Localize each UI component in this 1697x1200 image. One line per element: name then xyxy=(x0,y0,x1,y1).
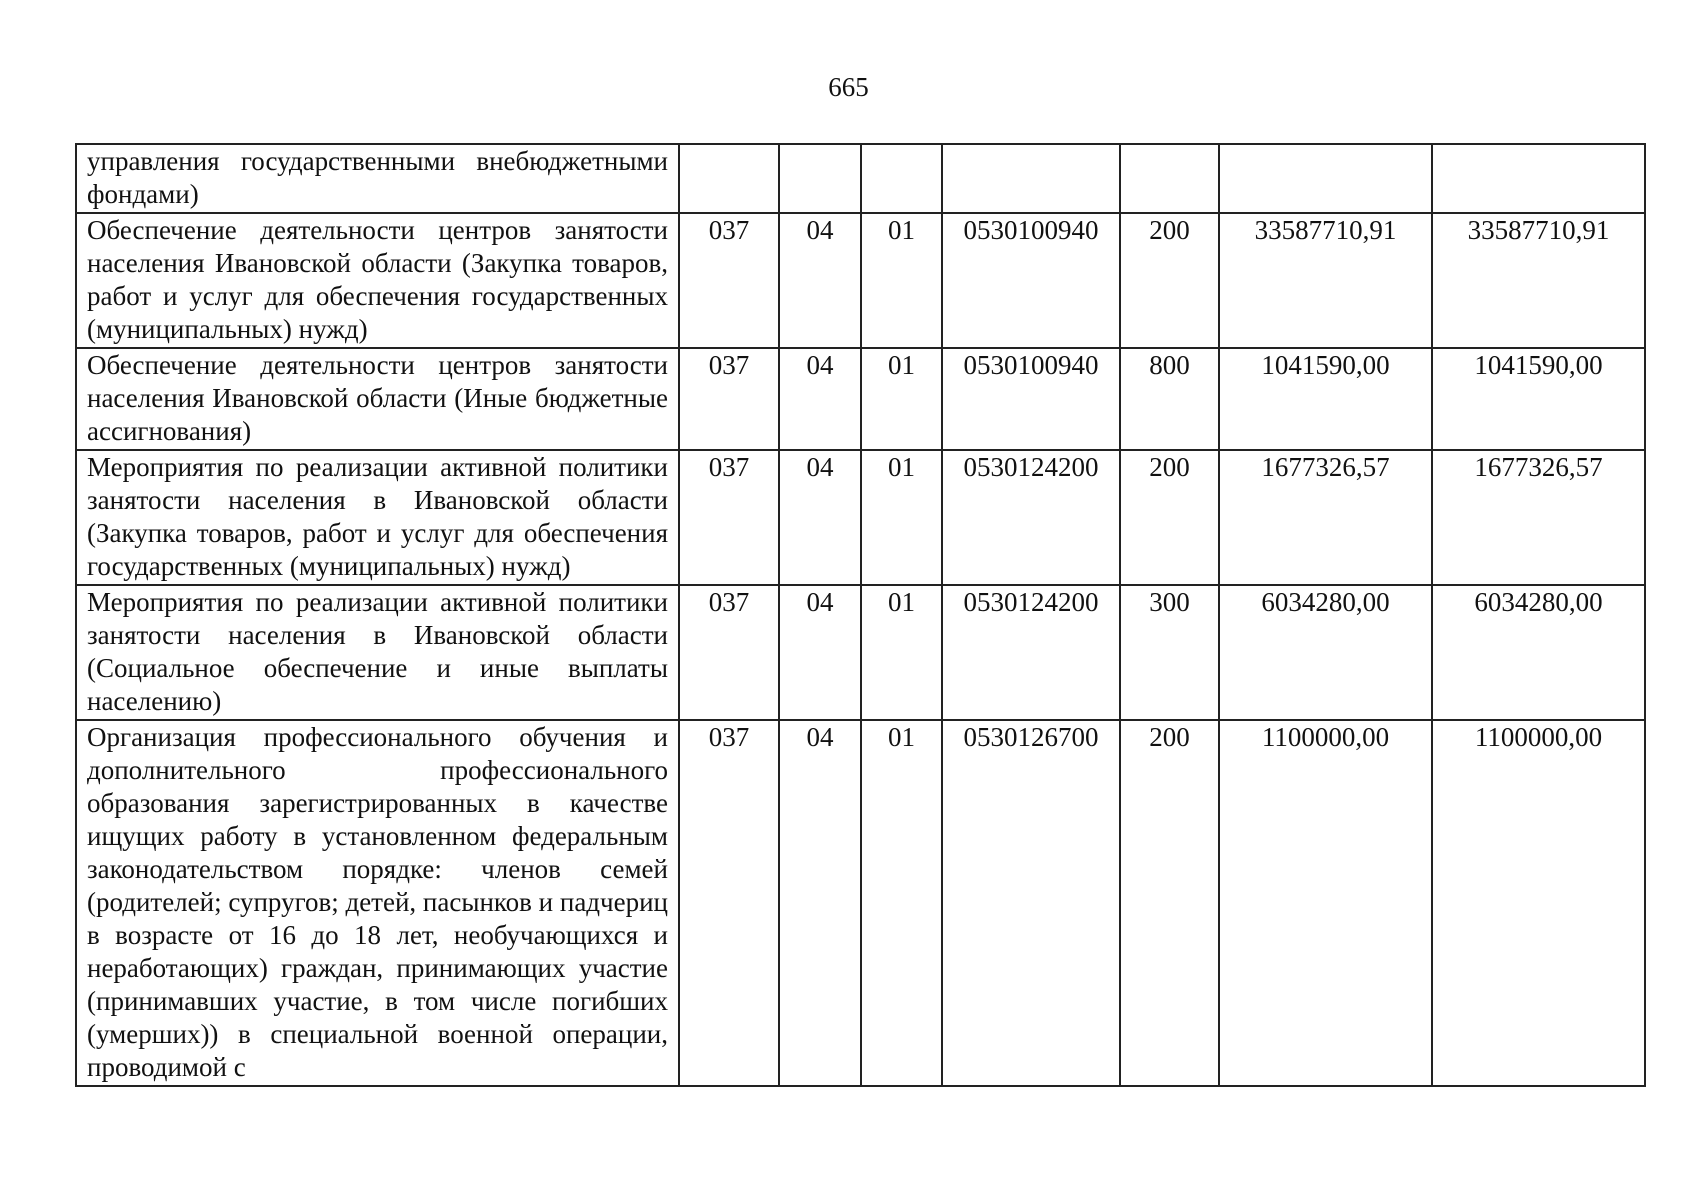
table-row xyxy=(76,348,1645,450)
section-code: 04 xyxy=(779,450,861,585)
expense-type-code: 800 xyxy=(1120,348,1219,450)
amount-year-1 xyxy=(1219,144,1432,213)
expense-type-code: 200 xyxy=(1120,213,1219,348)
budget-table xyxy=(75,143,1646,1087)
row-description: Мероприятия по реализации активной политики занятости населения в Ивановской области (Социальное обеспечение и иные выплаты населению) xyxy=(76,585,679,720)
subsection-code: 01 xyxy=(861,585,942,720)
row-description: Мероприятия по реализации активной политики занятости населения в Ивановской области (Закупка товаров, работ и услуг для обеспечения государственных (муниципальных) нужд) xyxy=(76,450,679,585)
expense-type-code xyxy=(1120,144,1219,213)
amount-year-1: 33587710,91 xyxy=(1219,213,1432,348)
subsection-code xyxy=(861,144,942,213)
amount-year-1: 1677326,57 xyxy=(1219,450,1432,585)
target-article-code: 0530124200 xyxy=(942,450,1120,585)
section-code xyxy=(779,144,861,213)
table-row xyxy=(76,450,1645,585)
section-code: 04 xyxy=(779,348,861,450)
row-description: управления государственными внебюджетными фондами) xyxy=(76,144,679,213)
ministry-code: 037 xyxy=(679,348,779,450)
table-row xyxy=(76,720,1645,1086)
ministry-code: 037 xyxy=(679,585,779,720)
subsection-code: 01 xyxy=(861,450,942,585)
ministry-code xyxy=(679,144,779,213)
amount-year-1: 1041590,00 xyxy=(1219,348,1432,450)
amount-year-2: 1041590,00 xyxy=(1432,348,1645,450)
subsection-code: 01 xyxy=(861,213,942,348)
section-code: 04 xyxy=(779,720,861,1086)
amount-year-2: 1100000,00 xyxy=(1432,720,1645,1086)
page-number: 665 xyxy=(828,72,869,102)
subsection-code: 01 xyxy=(861,720,942,1086)
ministry-code: 037 xyxy=(679,720,779,1086)
amount-year-2: 1677326,57 xyxy=(1432,450,1645,585)
target-article-code xyxy=(942,144,1120,213)
amount-year-1: 1100000,00 xyxy=(1219,720,1432,1086)
amount-year-2: 33587710,91 xyxy=(1432,213,1645,348)
expense-type-code: 200 xyxy=(1120,450,1219,585)
amount-year-2 xyxy=(1432,144,1645,213)
target-article-code: 0530100940 xyxy=(942,348,1120,450)
table-row xyxy=(76,585,1645,720)
row-description: Обеспечение деятельности центров занятости населения Ивановской области (Закупка товаров, работ и услуг для обеспечения государственных (муниципальных) нужд) xyxy=(76,213,679,348)
ministry-code: 037 xyxy=(679,213,779,348)
row-description: Обеспечение деятельности центров занятости населения Ивановской области (Иные бюджетные ассигнования) xyxy=(76,348,679,450)
expense-type-code: 300 xyxy=(1120,585,1219,720)
target-article-code: 0530100940 xyxy=(942,213,1120,348)
table-row xyxy=(76,213,1645,348)
section-code: 04 xyxy=(779,213,861,348)
target-article-code: 0530124200 xyxy=(942,585,1120,720)
section-code: 04 xyxy=(779,585,861,720)
subsection-code: 01 xyxy=(861,348,942,450)
table-row xyxy=(76,144,1645,213)
expense-type-code: 200 xyxy=(1120,720,1219,1086)
row-description: Организация профессионального обучения и дополнительного профессионального образования зарегистрированных в качестве ищущих работу в установленном федеральным законодательством порядке: членов семей (родителей; супругов; детей, пасынков и падчериц в возрасте от 16 до 18 лет, необучающихся и неработающих) граждан, принимающих участие (принимавших участие, в том числе погибших (умерших)) в специальной военной операции, проводимой с xyxy=(76,720,679,1086)
amount-year-1: 6034280,00 xyxy=(1219,585,1432,720)
target-article-code: 0530126700 xyxy=(942,720,1120,1086)
ministry-code: 037 xyxy=(679,450,779,585)
amount-year-2: 6034280,00 xyxy=(1432,585,1645,720)
